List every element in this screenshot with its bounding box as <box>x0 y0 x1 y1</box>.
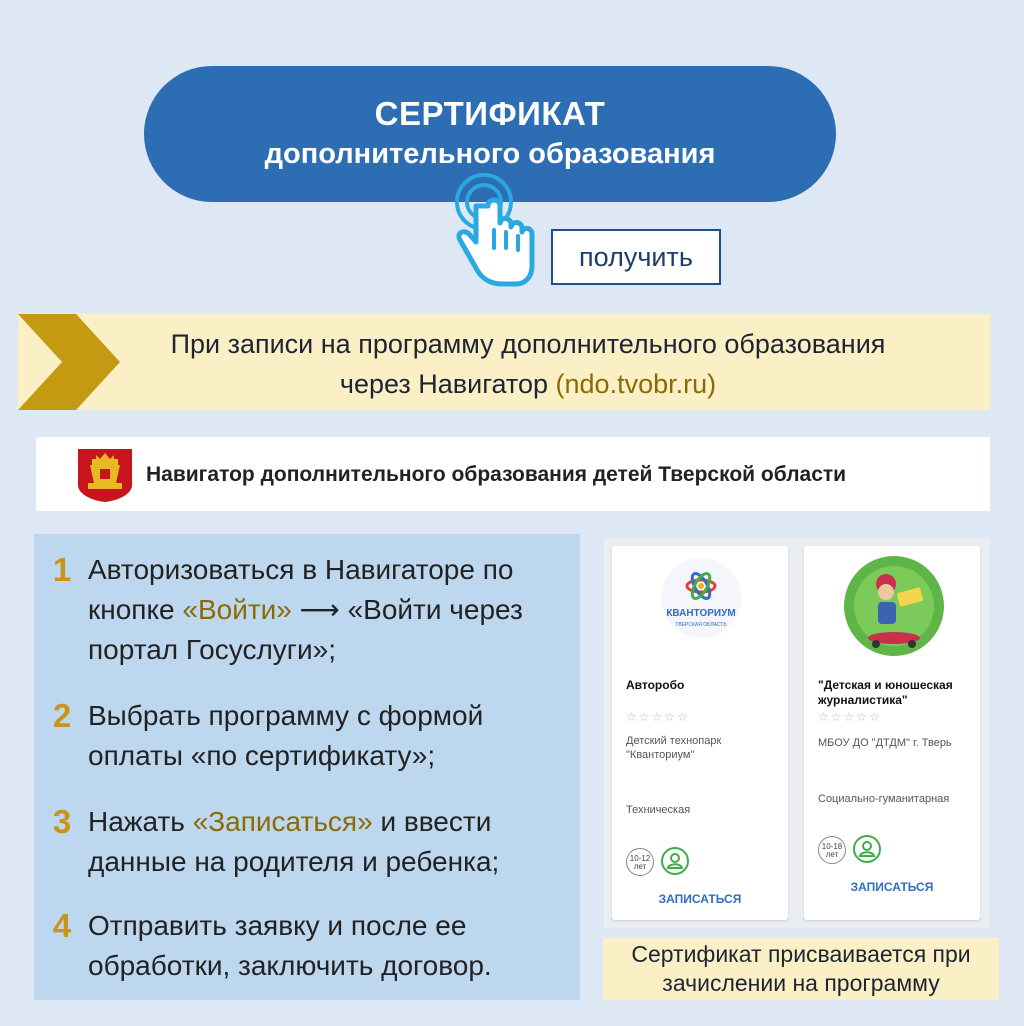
banner-text <box>100 322 956 406</box>
person-icon <box>852 834 882 864</box>
header-title-line2: дополнительного образования <box>264 138 716 170</box>
step-text: Выбрать программу с формой оплаты «по сертификату»; <box>88 700 484 771</box>
tap-hand-icon <box>436 172 540 294</box>
program-card[interactable] <box>612 546 788 920</box>
card-category: Социально-гуманитарная <box>818 793 950 805</box>
age-range: 10-18 <box>821 842 843 851</box>
card-organization: Детский технопарк "Кванториум" <box>626 735 722 761</box>
enroll-link: «Записаться» <box>192 806 373 837</box>
get-certificate-button[interactable]: получить <box>551 229 721 285</box>
rating-stars-icon: ☆☆☆☆☆ <box>818 710 882 724</box>
enroll-button[interactable]: ЗАПИСАТЬСЯ <box>850 880 934 894</box>
age-range: 10-12 <box>629 854 651 863</box>
navigator-url-link[interactable]: (ndo.tvobr.ru) <box>555 369 717 399</box>
header-title-line1: СЕРТИФИКАТ <box>374 95 606 132</box>
banner-line2 <box>340 364 716 404</box>
program-card[interactable] <box>804 546 980 920</box>
journalism-logo <box>840 554 948 658</box>
steps-panel <box>34 534 580 1000</box>
navigator-title: Навигатор дополнительного образования детей Тверской области <box>146 463 847 486</box>
kvantorium-logo <box>646 558 756 648</box>
rating-stars-icon: ☆☆☆☆☆ <box>626 710 690 724</box>
kvantorium-logo-text: КВАНТОРИУМ <box>666 608 736 619</box>
banner-line1: При записи на программу дополнительного образования <box>170 329 886 359</box>
step-3-text-b: и ввести данные на родителя и ребенка; <box>88 806 500 877</box>
note-line1: Сертификат присваивается при <box>631 941 971 967</box>
age-badge <box>626 848 654 876</box>
step-number: 2 <box>52 697 72 734</box>
note-line2: зачислении на программу <box>662 970 940 996</box>
tver-coat-of-arms-icon <box>76 447 134 503</box>
step-3-text-a: Нажать <box>88 806 185 837</box>
step-number: 4 <box>52 907 72 944</box>
step-text <box>88 550 574 670</box>
person-icon <box>660 846 690 876</box>
card-title[interactable]: Авторобо <box>626 678 685 692</box>
step-1-text-b: «Войти через портал Госуслуги»; <box>88 594 523 665</box>
certificate-note <box>603 938 999 1000</box>
card-organization: МБОУ ДО "ДТДМ" г. Тверь <box>818 737 952 749</box>
step-1-text-a: Авторизоваться в Навигаторе по кнопке <box>88 554 514 625</box>
arrow-right-icon: ⟶ <box>299 594 340 625</box>
kvantorium-logo-subtext: ТВЕРСКАЯ ОБЛАСТЬ <box>675 622 727 628</box>
step-number: 3 <box>52 803 72 840</box>
banner-line2-prefix: через Навигатор <box>339 369 549 399</box>
card-category: Техническая <box>626 804 691 816</box>
step-text: Отправить заявку и после ее обработки, заключить договор. <box>88 910 492 981</box>
age-unit: лет <box>825 850 839 859</box>
card-title[interactable]: "Детская и юношеская журналистика" <box>818 678 953 707</box>
step-text <box>88 802 574 882</box>
step-number: 1 <box>52 551 72 588</box>
age-badge <box>818 836 846 864</box>
enroll-button[interactable]: ЗАПИСАТЬСЯ <box>658 892 742 906</box>
login-link: «Войти» <box>182 594 292 625</box>
age-unit: лет <box>633 862 647 871</box>
